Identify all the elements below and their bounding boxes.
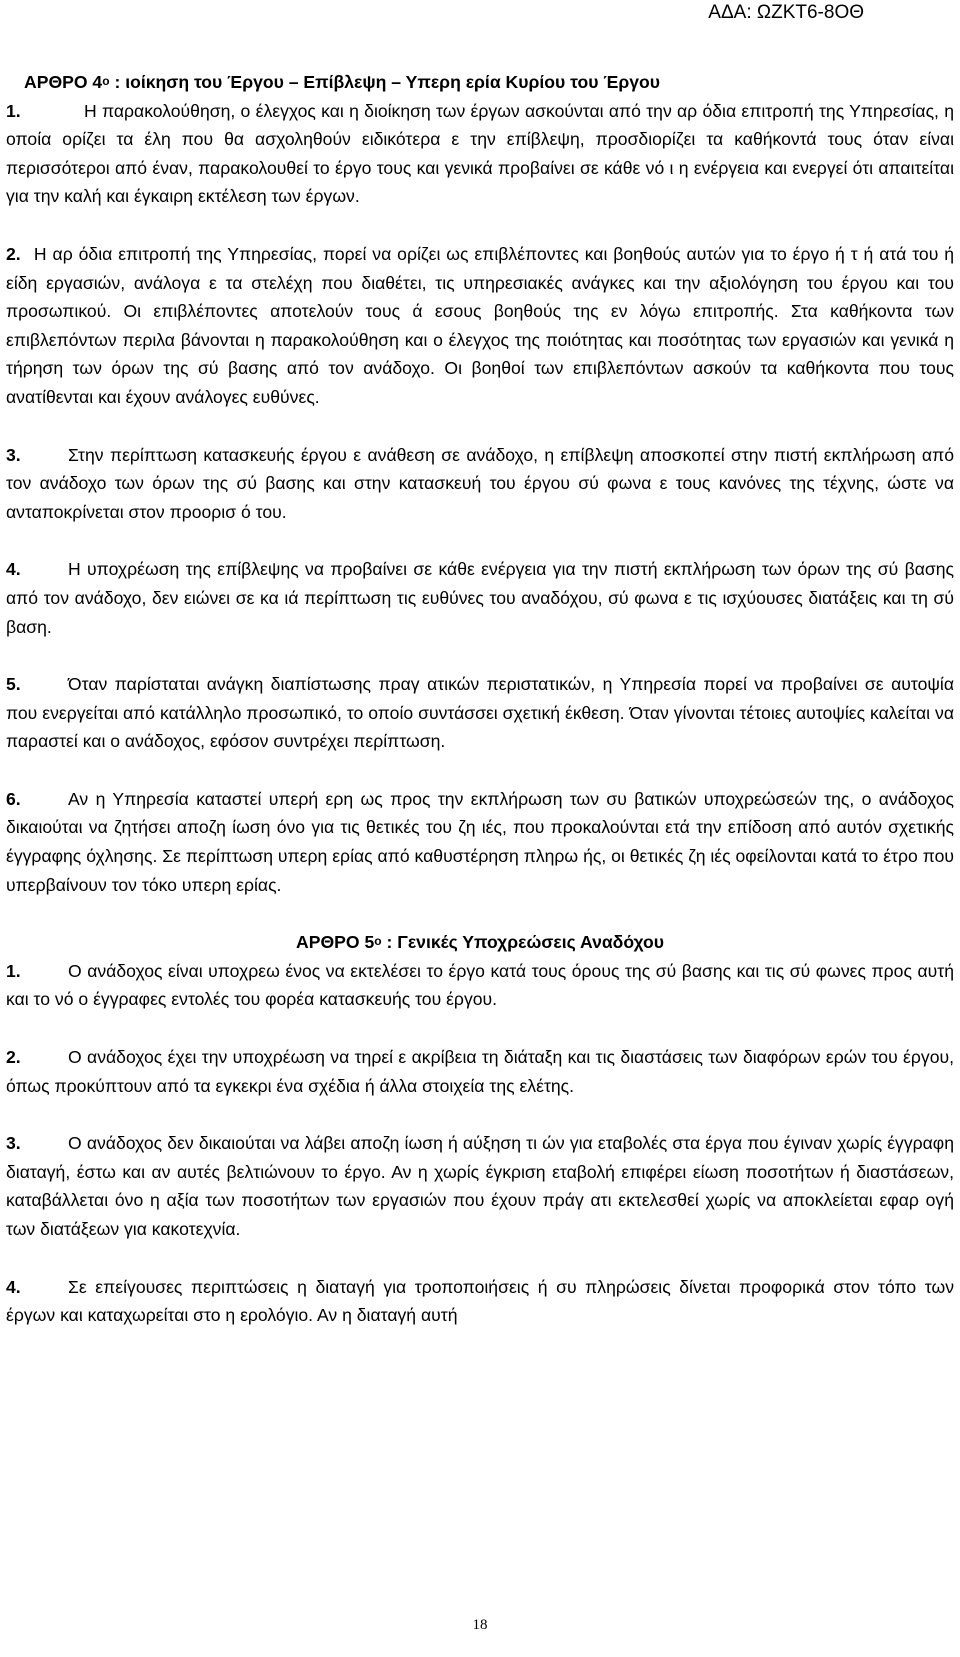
article-4-paragraph-1 bbox=[6, 97, 954, 211]
ada-code: ΑΔΑ: ΩΖΚΤ6-8ΟΘ bbox=[708, 2, 864, 23]
article-4-paragraph-2 bbox=[6, 240, 954, 412]
paragraph-number: 4. bbox=[6, 559, 21, 580]
paragraph-text: Ο ανάδοχος είναι υποχρεω ένος να εκτελέσει το έργο κατά τους όρους της σύ βασης και τις σύ φωνες προς αυτή και το νό ο έγγραφες εντολές του φορέα κατασκευής του έργου. bbox=[6, 960, 954, 1010]
article-4-title-rest: : ιοίκηση του Έργου – Επίβλεψη – Υπερη ερία Κυρίου του Έργου bbox=[109, 72, 661, 92]
article-5-title-rest: : Γενικές Υποχρεώσεις Αναδόχου bbox=[381, 932, 664, 953]
article-4-paragraph-3 bbox=[6, 441, 954, 527]
paragraph-number: 2. bbox=[6, 1047, 21, 1068]
article-5-title bbox=[6, 928, 954, 957]
paragraph-number: 3. bbox=[6, 444, 21, 465]
article-5-title-sup: ο bbox=[374, 934, 382, 949]
paragraph-text: Ο ανάδοχος δεν δικαιούται να λάβει αποζη ίωση ή αύξηση τι ών για εταβολές στα έργα που έγιναν χωρίς έγγραφη διαταγή, έστω και αν αυτές βελτιώνουν το έργο. Αν η χωρίς έγκριση εταβολή επιφέρει είωση ποσοτήτων ή διαστάσεων, καταβάλλεται όνο η αξία των ποσοτήτων των εργασιών που έχουν πράγ ατι εκτελεσθεί χωρίς να αποκλείεται εφαρ ογή των διατάξεων για κακοτεχνία. bbox=[6, 1133, 954, 1239]
paragraph-text: Ο ανάδοχος έχει την υποχρέωση να τηρεί ε ακρίβεια τη διάταξη και τις διαστάσεις των διαφόρων ερών του έργου, όπως προκύπτουν από τα εγκεκρι ένα σχέδια ή άλλα στοιχεία της ελέτης. bbox=[6, 1047, 954, 1096]
article-4-paragraph-5 bbox=[6, 670, 954, 756]
paragraph-text: Αν η Υπηρεσία καταστεί υπερή ερη ως προς την εκπλήρωση των συ βατικών υποχρεώσεών της, ο ανάδοχος δικαιούται να ζητήσει αποζη ίωση όνο για τις θετικές του ζη ιές, που προκαλούνται ετά την επίδοση από αυτόν σχετικής έγγραφης όχλησης. Σε περίπτωση υπερη ερίας από καθυστέρηση πληρω ής, οι θετικές ζη ιές οφείλονται κατά το έτρο που υπερβαίνουν τον τόκο υπερη ερίας. bbox=[6, 788, 954, 895]
paragraph-text: Η αρ όδια επιτροπή της Υπηρεσίας, πορεί να ορίζει ως επιβλέποντες και βοηθούς αυτών για το έργο ή τ ή ατά του ή είδη εργασιών, ανάλογα ε τα στελέχη που διαθέτει, τις υπηρεσιακές ανάγκες και την αξιολόγηση του έργου και του προσωπικού. Οι επιβλέποντες αποτελούν τους ά εσους βοηθούς της εν λόγω επιτροπής. Στα καθήκοντα των επιβλεπόντων περιλα βάνονται η παρακολούθηση και ο έλεγχος της ποιότητας και ποσότητας των εργασιών και γενικά η τήρηση των όρων της σύ βασης από τον ανάδοχο. Οι βοηθοί των επιβλεπόντων ασκούν τα καθήκοντα που τους ανατίθενται και έχουν ανάλογες ευθύνες. bbox=[6, 243, 955, 407]
paragraph-number: 2. bbox=[6, 243, 21, 264]
paragraph-number: 1. bbox=[6, 100, 21, 121]
paragraph-number: 5. bbox=[6, 674, 21, 695]
paragraph-text: Όταν παρίσταται ανάγκη διαπίστωσης πραγ ατικών περιστατικών, η Υπηρεσία πορεί να προβαίνει σε αυτοψία που ενεργείται από κατάλληλο προσωπικό, το οποίο συντάσσει σχετική έκθεση. Όταν γίνονται τέτοιες αυτοψίες καλείται να παραστεί και ο ανάδοχος, εφόσον συντρέχει περίπτωση. bbox=[6, 674, 954, 752]
paragraph-number: 1. bbox=[6, 960, 21, 981]
article-5-paragraph-1 bbox=[6, 957, 954, 1014]
article-4-paragraph-4 bbox=[6, 555, 954, 641]
article-5-title-prefix: ΑΡΘΡΟ 5 bbox=[296, 932, 375, 953]
paragraph-text: Η υποχρέωση της επίβλεψης να προβαίνει σε κάθε ενέργεια για την πιστή εκπλήρωση των όρων της σύ βασης από τον ανάδοχο, δεν ειώνει σε κα ιά περίπτωση τις ευθύνες του αναδόχου, σύ φωνα ε τις ισχύουσες διατάξεις και τη σύ βαση. bbox=[6, 559, 954, 637]
page-number: 18 bbox=[472, 1617, 488, 1633]
paragraph-number: 6. bbox=[6, 788, 21, 809]
article-4-title bbox=[24, 68, 954, 97]
paragraph-text: Η παρακολούθηση, ο έλεγχος και η διοίκηση των έργων ασκούνται από την αρ όδια επιτροπή της Υπηρεσίας, η οποία ορίζει τα έλη που θα ασχοληθούν ειδικότερα ε την επίβλεψη, προσδιορίζει τα καθήκοντά τους όταν είναι περισσότεροι από έναν, παρακολουθεί το έργο τους και γενικά προβαίνει σε κάθε νό ι η ενέργεια και ενεργεί ότι απαιτείται για την καλή και έγκαιρη εκτέλεση των έργων. bbox=[6, 100, 954, 207]
article-4-title-prefix: ΑΡΘΡΟ 4 bbox=[24, 72, 103, 92]
article-5-paragraph-2 bbox=[6, 1043, 954, 1100]
paragraph-text: Σε επείγουσες περιπτώσεις η διαταγή για τροποποιήσεις ή συ πληρώσεις δίνεται προφορικά στον τόπο των έργων και καταχωρείται στο η ερολόγιο. Αν η διαταγή αυτή bbox=[6, 1276, 954, 1326]
article-4-title-sup: ο bbox=[102, 74, 110, 88]
article-5-paragraph-3 bbox=[6, 1129, 954, 1243]
paragraph-number: 3. bbox=[6, 1133, 21, 1154]
article-4-paragraph-6 bbox=[6, 785, 954, 899]
paragraph-text: Στην περίπτωση κατασκευής έργου ε ανάθεση σε ανάδοχο, η επίβλεψη αποσκοπεί στην πιστή εκπλήρωση από τον ανάδοχο των όρων της σύ βασης και στην κατασκευή του έργου σύ φωνα ε τους κανόνες της τέχνης, ώστε να ανταποκρίνεται στον προορισ ό του. bbox=[6, 444, 954, 522]
document-body bbox=[6, 68, 954, 1330]
paragraph-number: 4. bbox=[6, 1276, 21, 1297]
article-5-paragraph-4 bbox=[6, 1273, 954, 1330]
